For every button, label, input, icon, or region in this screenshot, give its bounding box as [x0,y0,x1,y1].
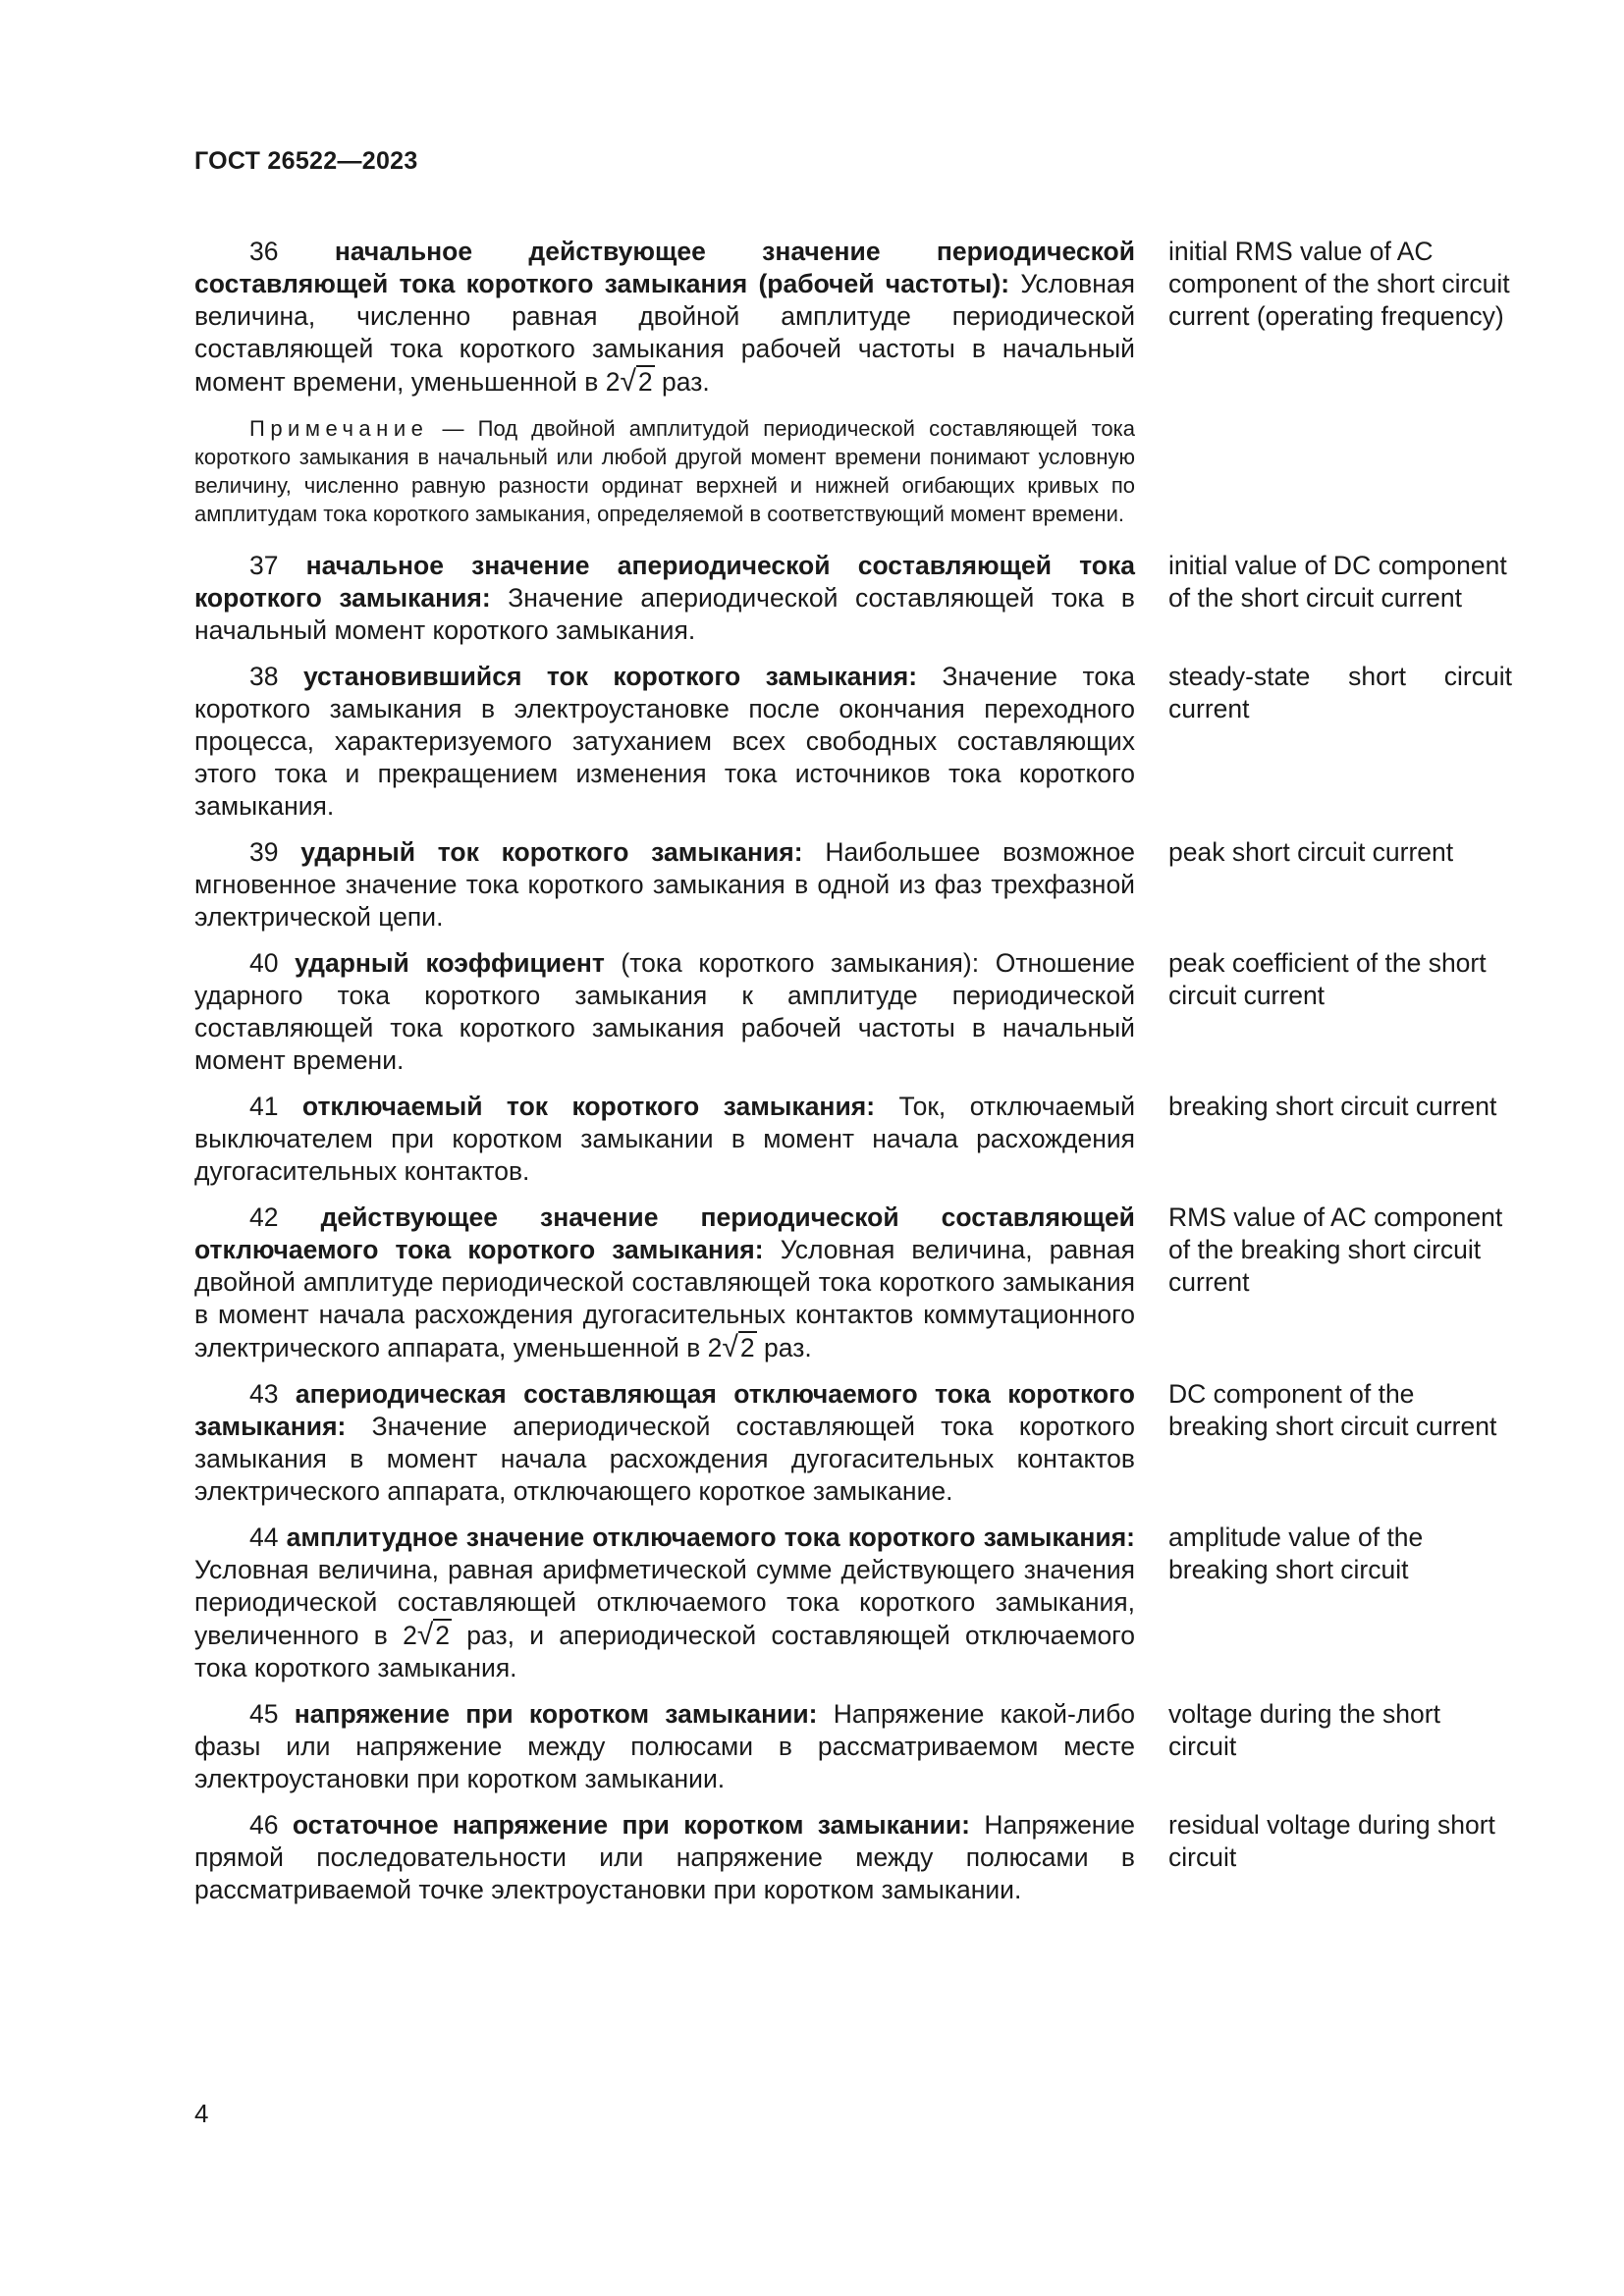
page-number: 4 [194,2099,209,2128]
term-title: напряжение при коротком замыкании: [294,1699,818,1729]
term-entry-45 [194,1698,1512,1795]
term-ru-40 [194,947,1135,1077]
term-definition: Напряжение какой-либо фазы или напряжение между полюсами в рассматриваемом месте электроустановки при коротком замыкании. [194,1699,1135,1793]
note-label: Примечание [249,416,429,441]
term-ru-41 [194,1091,1135,1188]
term-en-44: amplitude value of the breaking short circuit [1168,1522,1424,1584]
term-ru-43 [194,1378,1135,1508]
term-entry-40 [194,947,1512,1077]
term-entry-42 [194,1201,1512,1364]
term-en-36: initial RMS value of AC component of the short circuit current (operating frequency) [1168,237,1510,331]
term-entry-43 [194,1378,1512,1508]
sqrt-expression: 2√2 [707,1331,755,1363]
term-ru-46 [194,1809,1135,1906]
term-definition: Значение тока короткого замыкания в электроустановке после окончания переходного процесса, характеризуемого затуханием всех свободных составляющих этого тока и прекращением изменения тока источников тока короткого замыкания. [194,662,1135,821]
term-en-40: peak coefficient of the short circuit current [1168,948,1487,1010]
term-title: начальное значение апериодической составляющей тока короткого замыкания: [194,551,1135,613]
term-number: 41 [249,1092,279,1121]
term-title: апериодическая составляющая отключаемого тока короткого замыкания: [194,1379,1135,1441]
sqrt-expression: 2√2 [605,365,653,398]
term-number: 46 [249,1810,279,1840]
term-definition: Условная величина, численно равная двойной амплитуде периодической составляющей тока короткого замыкания рабочей частоты в начальный момент времени, уменьшенной в [194,269,1135,397]
term-title: установившийся ток короткого замыкания: [302,662,918,691]
term-definition: Наибольшее возможное мгновенное значение тока короткого замыкания в одной из фаз трехфазной электрической цепи. [194,837,1135,932]
term-number: 39 [249,837,279,867]
term-number: 44 [249,1522,279,1552]
term-number: 37 [249,551,279,580]
term-title: ударный ток короткого замыкания: [300,837,803,867]
term-title: ударный коэффициент [295,948,605,978]
term-entry-44 [194,1522,1512,1684]
term-definition-tail: раз. [662,367,710,397]
term-ru-42 [194,1201,1135,1364]
term-number: 42 [249,1202,279,1232]
term-definition: Ток, отключаемый выключателем при коротком замыкании в момент начала расхождения дугогасительных контактов. [194,1092,1135,1186]
term-en-37: initial value of DC component of the short circuit current [1168,551,1507,613]
term-definition-tail: раз, и апериодической составляющей отключаемого тока короткого замыкания. [194,1621,1136,1682]
term-number: 40 [249,948,279,978]
term-title: остаточное напряжение при коротком замыкании: [292,1810,970,1840]
term-ru-45 [194,1698,1135,1795]
term-definition: Условная величина, равная арифметической сумме действующего значения периодической составляющей отключаемого тока короткого замыкания, увеличенного в [194,1555,1135,1650]
term-ru-39 [194,836,1135,934]
term-entry-37 [194,550,1512,647]
term-title: действующее значение периодической составляющей отключаемого тока короткого замыкания: [194,1202,1135,1264]
term-ru-37 [194,550,1135,647]
term-title: амплитудное значение отключаемого тока короткого замыкания: [286,1522,1135,1552]
term-entry-36 [194,236,1512,528]
term-number: 36 [249,237,279,266]
term-en-42: RMS value of AC component of the breaking short circuit current [1168,1202,1503,1297]
term-qualifier: (тока короткого замыкания): [621,948,980,978]
note [194,414,1135,528]
term-definition: Условная величина, равная двойной амплитуде периодической составляющей тока короткого замыкания в момент начала расхождения дугогасительных контактов коммутационного электрического аппарата, уменьшенной в [194,1235,1135,1362]
term-entry-39 [194,836,1512,934]
term-title: начальное действующее значение периодической составляющей тока короткого замыкания (рабочей частоты): [194,237,1135,298]
term-entry-41 [194,1091,1512,1188]
term-en-43: DC component of the breaking short circuit current [1168,1379,1497,1441]
term-definition: Отношение ударного тока короткого замыкания к амплитуде периодической составляющей тока короткого замыкания рабочей частоты в начальный момент времени. [194,948,1135,1075]
term-title: отключаемый ток короткого замыкания: [301,1092,876,1121]
term-number: 45 [249,1699,279,1729]
term-en-41: breaking short circuit current [1168,1092,1497,1121]
document-header: ГОСТ 26522—2023 [194,147,418,175]
term-definition: Напряжение прямой последовательности или напряжение между полюсами в рассматриваемой точке электроустановки при коротком замыкании. [194,1810,1135,1904]
term-definition: Значение апериодической составляющей тока короткого замыкания в момент начала расхождения дугогасительных контактов электрического аппарата, отключающего короткое замыкание. [194,1412,1135,1506]
term-en-45: voltage during the short circuit [1168,1699,1440,1761]
term-number: 38 [249,662,279,691]
term-en-39: peak short circuit current [1168,837,1454,867]
term-ru-38 [194,661,1135,823]
sqrt-expression: 2√2 [403,1619,451,1651]
term-en-38: steady-state short circuit current [1168,662,1512,723]
term-entry-38 [194,661,1512,823]
sqrt-icon: √ [416,1619,434,1651]
sqrt-icon: √ [722,1331,738,1363]
sqrt-icon: √ [620,365,636,398]
term-number: 43 [249,1379,279,1409]
term-definition: Значение апериодической составляющей тока в начальный момент короткого замыкания. [194,583,1135,645]
term-definition-tail: раз. [764,1333,812,1362]
terms-list [194,236,1512,1920]
term-en-46: residual voltage during short circuit [1168,1810,1495,1872]
term-entry-46 [194,1809,1512,1906]
term-ru-36 [194,236,1135,528]
term-ru-44 [194,1522,1135,1684]
note-text: — Под двойной амплитудой периодической составляющей тока короткого замыкания в начальный или любой другой момент времени понимают условную величину, численно равную разности ординат верхней и нижней огибающих кривых по амплитудам тока короткого замыкания, определяемой в соответствующий момент времени. [194,416,1135,526]
